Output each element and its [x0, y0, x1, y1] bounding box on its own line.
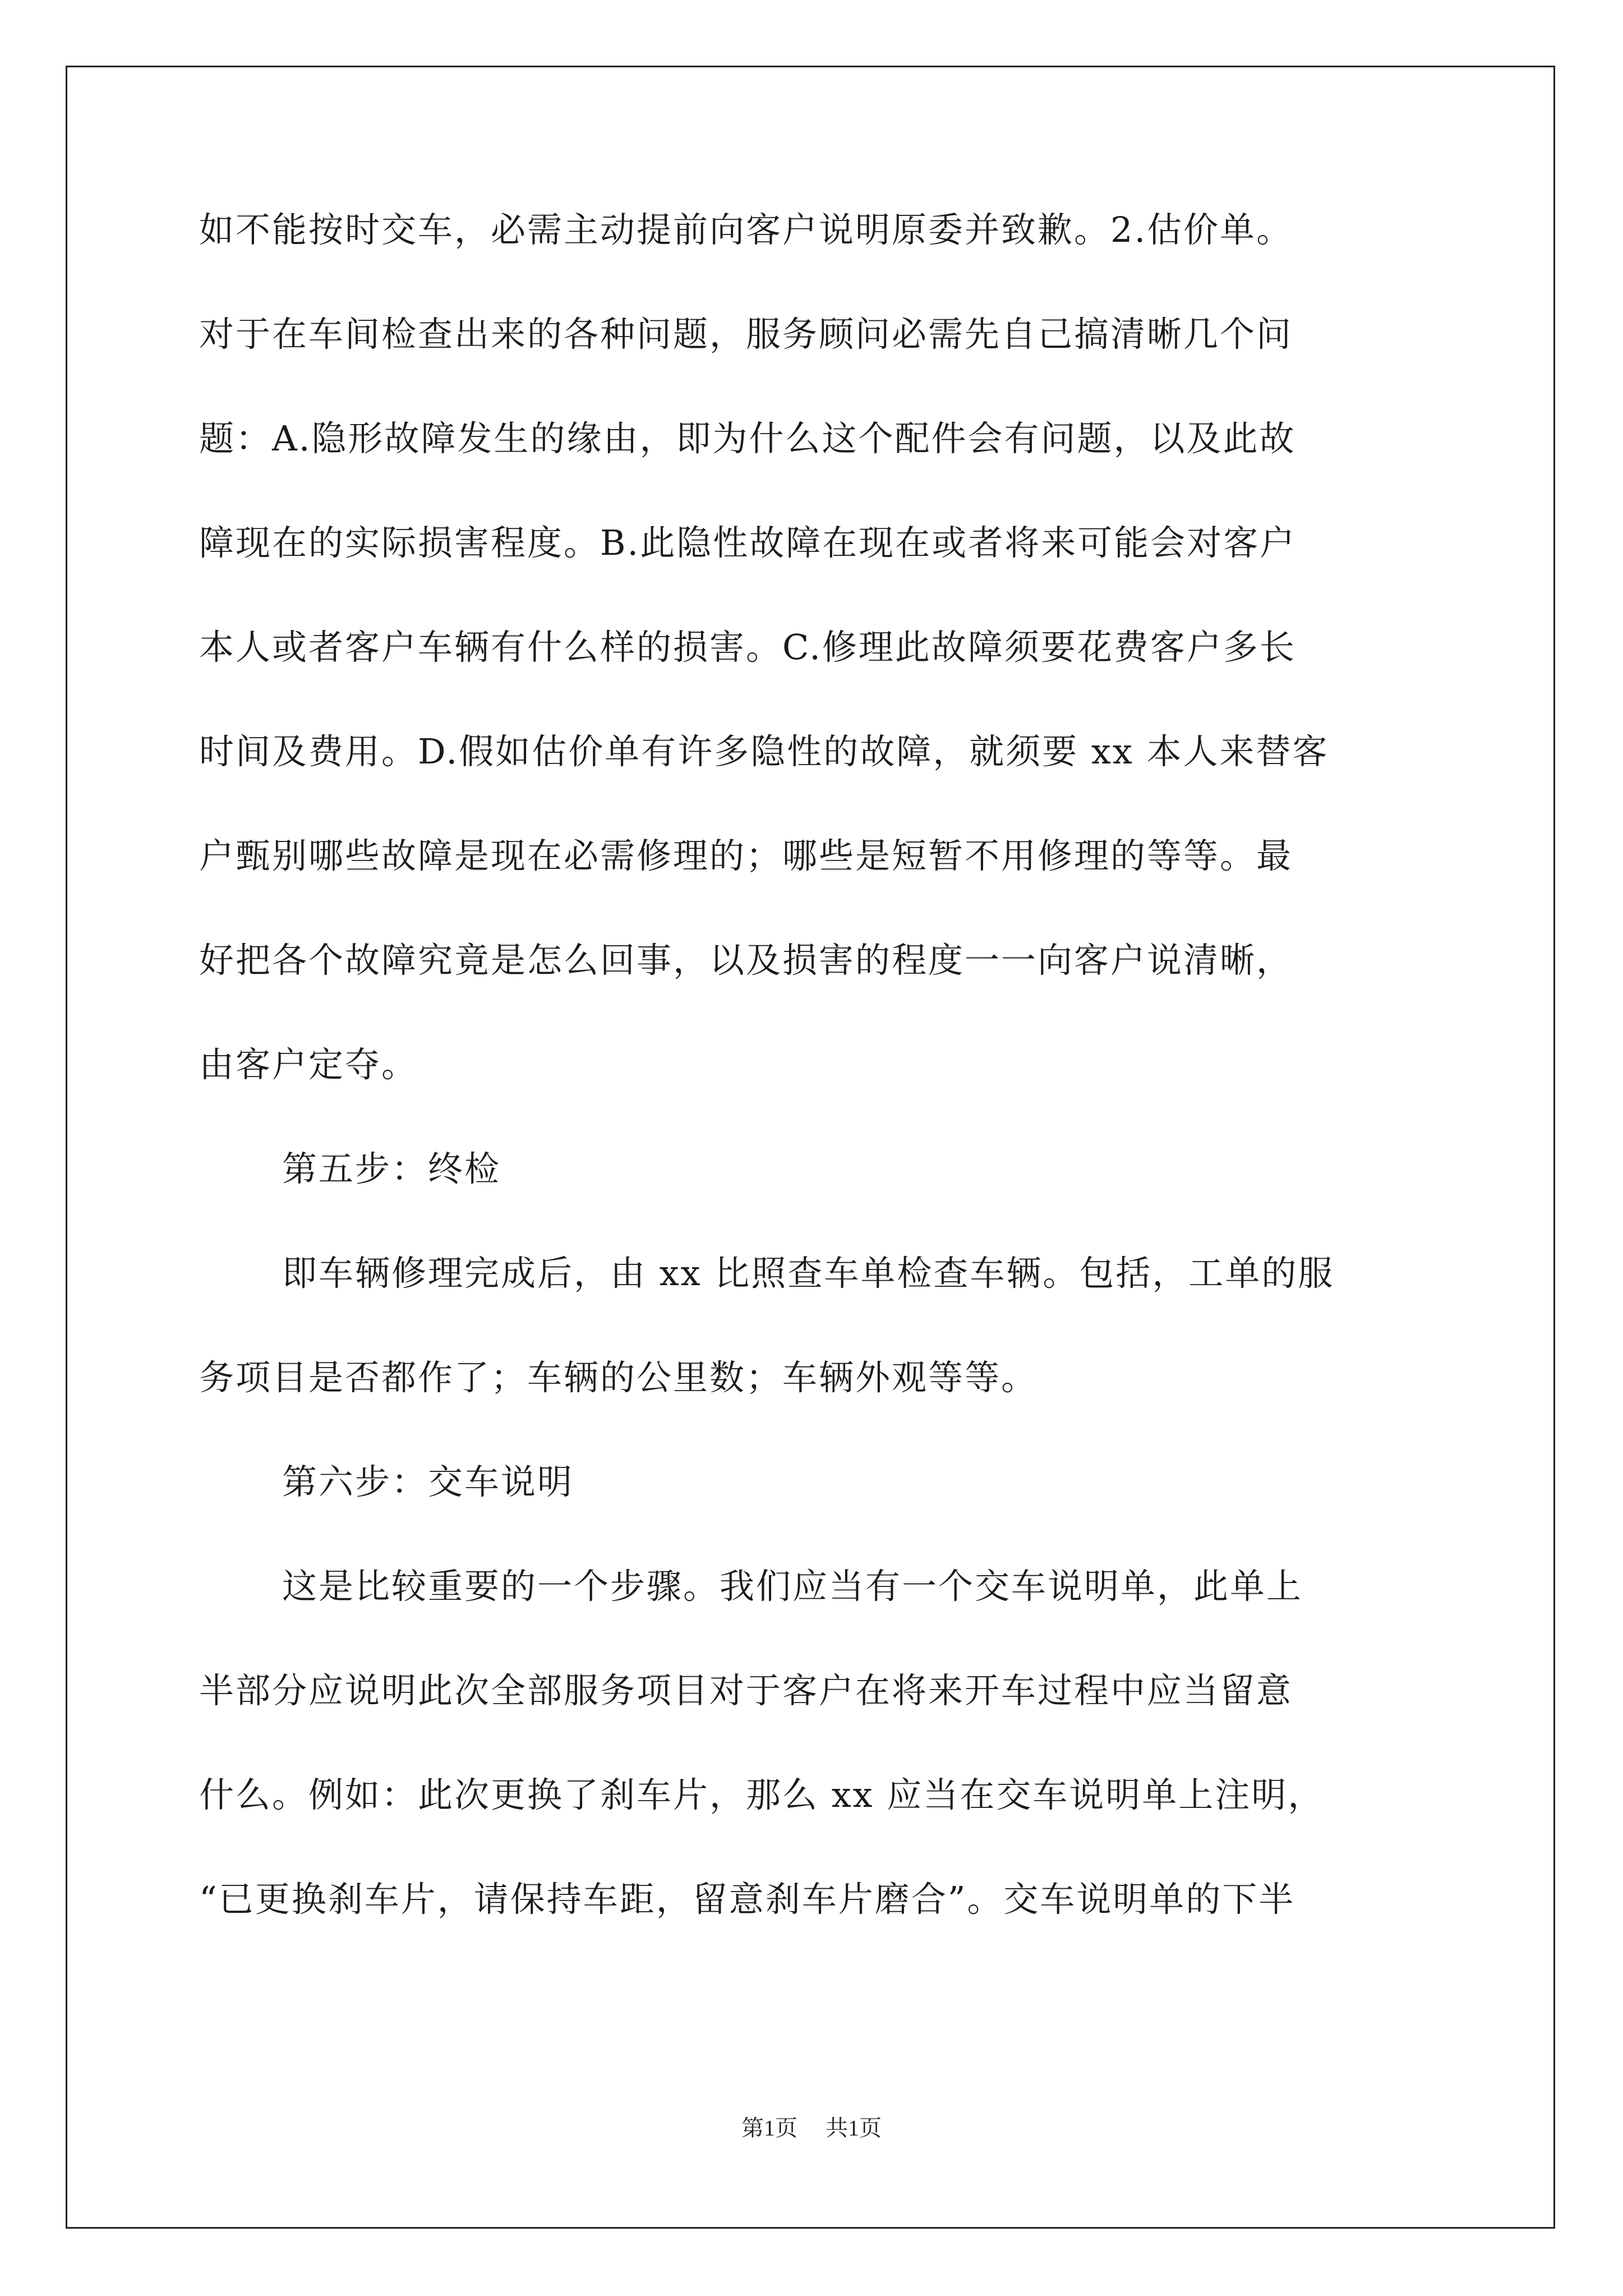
- text-line: 如不能按时交车，必需主动提前向客户说明原委并致歉。2.估价单。: [199, 209, 1293, 250]
- text-line: 题：A.隐形故障发生的缘由，即为什么这个配件会有问题，以及此故: [199, 418, 1296, 459]
- text-line: “已更换刹车片，请保持车距，留意刹车片磨合”。交车说明单的下半: [199, 1879, 1295, 1920]
- page-total: 共1页: [826, 2115, 882, 2141]
- page-footer: [0, 2115, 1623, 2142]
- text-line: 本人或者客户车辆有什么样的损害。C.修理此故障须要花费客户多长: [199, 627, 1296, 668]
- text-line: 好把各个故障究竟是怎么回事，以及损害的程度一一向客户说清晰，: [199, 940, 1293, 981]
- page-number: 第1页: [741, 2115, 797, 2141]
- text-line: 由客户定夺。: [199, 1044, 418, 1085]
- text-line: 时间及费用。D.假如估价单有许多隐性的故障，就须要 xx 本人来替客: [199, 731, 1329, 772]
- text-line: 障现在的实际损害程度。B.此隐性故障在现在或者将来可能会对客户: [199, 522, 1297, 563]
- text-line: 对于在车间检查出来的各种问题，服务顾问必需先自己搞清晰几个问: [199, 314, 1293, 355]
- section-heading: 第五步：终检: [282, 1148, 501, 1189]
- section-heading: 第六步：交车说明: [282, 1461, 574, 1502]
- text-line: 半部分应说明此次全部服务项目对于客户在将来开车过程中应当留意: [199, 1670, 1293, 1711]
- text-line: 什么。例如：此次更换了刹车片，那么 xx 应当在交车说明单上注明，: [199, 1774, 1325, 1815]
- text-line: 即车辆修理完成后，由 xx 比照查车单检查车辆。包括，工单的服: [282, 1253, 1335, 1294]
- text-line: 这是比较重要的一个步骤。我们应当有一个交车说明单，此单上: [282, 1566, 1303, 1607]
- text-line: 务项目是否都作了；车辆的公里数；车辆外观等等。: [199, 1357, 1038, 1398]
- document-body: [199, 202, 1433, 1976]
- text-line: 户甄别哪些故障是现在必需修理的；哪些是短暂不用修理的等等。最: [199, 835, 1293, 876]
